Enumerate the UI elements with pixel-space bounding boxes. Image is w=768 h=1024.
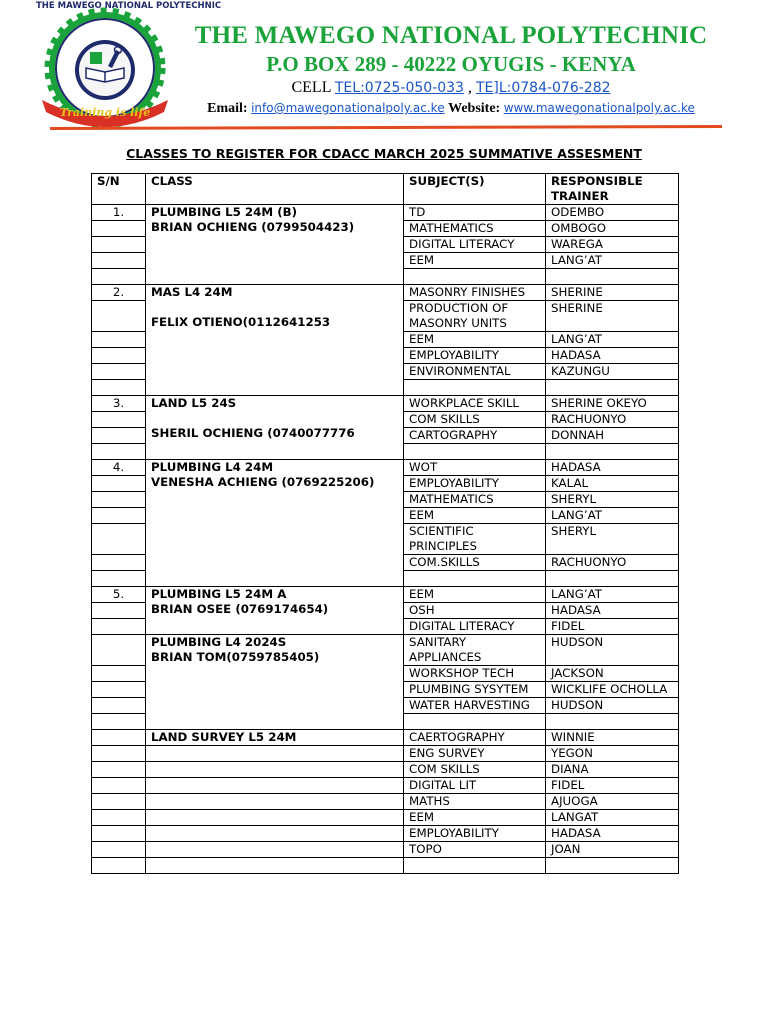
class-trainer-contact: BRIAN TOM(0759785405)	[151, 650, 320, 664]
sn-cell	[92, 810, 146, 826]
trainer-cell: LANGAT	[546, 810, 679, 826]
subject-cell: DIGITAL LITERACY	[404, 619, 546, 635]
trainer-cell: SHERYL	[546, 524, 679, 555]
table-row	[92, 746, 679, 762]
phone-line	[186, 79, 716, 97]
class-name: PLUMBING L4 2024S	[151, 635, 287, 649]
table-body	[92, 205, 679, 874]
class-cell	[146, 858, 404, 874]
class-cell	[146, 460, 404, 587]
trainer-cell: LANG’AT	[546, 508, 679, 524]
subject-cell	[404, 571, 546, 587]
class-cell	[146, 635, 404, 730]
trainer-cell: WAREGA	[546, 237, 679, 253]
class-cell	[146, 810, 404, 826]
trainer-cell: DONNAH	[546, 428, 679, 444]
sn-cell	[92, 555, 146, 571]
trainer-cell: LANG’AT	[546, 587, 679, 603]
subject-cell: MASONRY FINISHES	[404, 285, 546, 301]
subject-cell: PRODUCTION OF MASONRY UNITS	[404, 301, 546, 332]
subject-cell: WOT	[404, 460, 546, 476]
trainer-cell: FIDEL	[546, 619, 679, 635]
sn-cell	[92, 508, 146, 524]
sn-cell	[92, 364, 146, 380]
sn-cell	[92, 794, 146, 810]
trainer-cell: HUDSON	[546, 635, 679, 666]
sn-cell	[92, 571, 146, 587]
sn-cell: 3.	[92, 396, 146, 412]
trainer-cell: HUDSON	[546, 698, 679, 714]
trainer-cell: HADASA	[546, 826, 679, 842]
subject-cell: DIGITAL LITERACY	[404, 237, 546, 253]
class-cell	[146, 794, 404, 810]
subject-cell: ENVIRONMENTAL	[404, 364, 546, 380]
subject-cell: WATER HARVESTING	[404, 698, 546, 714]
contact-line	[186, 101, 716, 117]
table-row	[92, 858, 679, 874]
sn-cell	[92, 842, 146, 858]
trainer-cell: JACKSON	[546, 666, 679, 682]
subject-cell: MATHEMATICS	[404, 221, 546, 237]
subject-cell: PLUMBING SYSYTEM	[404, 682, 546, 698]
header-class: CLASS	[146, 174, 404, 205]
sn-cell	[92, 444, 146, 460]
sn-cell	[92, 619, 146, 635]
subject-cell: WORKSHOP TECH	[404, 666, 546, 682]
trainer-cell: LANG’AT	[546, 332, 679, 348]
document-heading: CLASSES TO REGISTER FOR CDACC MARCH 2025 SUMMATIVE ASSESMENT	[126, 146, 642, 161]
table-row	[92, 810, 679, 826]
table-row	[92, 587, 679, 603]
subject-cell: EMPLOYABILITY	[404, 826, 546, 842]
class-cell	[146, 396, 404, 460]
logo-motto: Training is life	[59, 106, 151, 119]
table-row	[92, 794, 679, 810]
trainer-cell: SHERINE OKEYO	[546, 396, 679, 412]
table-row	[92, 762, 679, 778]
sn-cell	[92, 746, 146, 762]
table-row	[92, 460, 679, 476]
subject-cell: EEM	[404, 587, 546, 603]
phone-link-2[interactable]: TE]L:0784-076-282	[475, 80, 611, 96]
class-cell	[146, 746, 404, 762]
class-trainer-contact: BRIAN OSEE (0769174654)	[151, 602, 329, 616]
trainer-cell	[546, 858, 679, 874]
email-link[interactable]: info@mawegonationalpoly.ac.ke	[251, 101, 445, 115]
sn-cell	[92, 221, 146, 237]
class-name: LAND SURVEY L5 24M	[151, 730, 297, 744]
subject-cell	[404, 269, 546, 285]
subject-cell	[404, 380, 546, 396]
trainer-cell: LANG’AT	[546, 253, 679, 269]
subject-cell: COM.SKILLS	[404, 555, 546, 571]
class-name: PLUMBING L5 24M (B)	[151, 205, 297, 219]
subject-cell: SANITARY APPLIANCES	[404, 635, 546, 666]
subject-cell: SCIENTIFIC PRINCIPLES	[404, 524, 546, 555]
subject-cell: EEM	[404, 508, 546, 524]
subject-cell: OSH	[404, 603, 546, 619]
sn-cell	[92, 603, 146, 619]
sn-cell	[92, 253, 146, 269]
class-cell	[146, 762, 404, 778]
subject-cell	[404, 444, 546, 460]
table-row	[92, 635, 679, 666]
sn-cell	[92, 428, 146, 444]
trainer-cell: DIANA	[546, 762, 679, 778]
subject-cell: EEM	[404, 253, 546, 269]
class-spacer	[151, 300, 398, 315]
institution-name: THE MAWEGO NATIONAL POLYTECHNIC	[194, 22, 708, 49]
class-cell	[146, 826, 404, 842]
polytechnic-logo	[36, 1, 222, 126]
sn-cell	[92, 730, 146, 746]
sn-cell	[92, 666, 146, 682]
table-row	[92, 285, 679, 301]
sn-cell	[92, 635, 146, 666]
class-cell	[146, 730, 404, 746]
subject-cell: EMPLOYABILITY	[404, 348, 546, 364]
sn-cell	[92, 380, 146, 396]
phone-separator: ,	[467, 79, 472, 96]
trainer-cell: WICKLIFE OCHOLLA	[546, 682, 679, 698]
sn-cell	[92, 682, 146, 698]
sn-cell	[92, 301, 146, 332]
trainer-cell: FIDEL	[546, 778, 679, 794]
sn-cell	[92, 524, 146, 555]
sn-cell	[92, 858, 146, 874]
website-link[interactable]: www.mawegonationalpoly.ac.ke	[503, 101, 695, 115]
subject-cell: MATHS	[404, 794, 546, 810]
trainer-cell: SHERINE	[546, 301, 679, 332]
class-trainer-contact: SHERIL OCHIENG (0740077776	[151, 426, 355, 440]
class-trainer-contact: VENESHA ACHIENG (0769225206)	[151, 475, 375, 489]
header-divider	[50, 124, 722, 130]
trainer-cell: AJUOGA	[546, 794, 679, 810]
subject-cell: EMPLOYABILITY	[404, 476, 546, 492]
subject-cell	[404, 858, 546, 874]
subject-cell: WORKPLACE SKILL	[404, 396, 546, 412]
subject-cell	[404, 714, 546, 730]
sn-cell	[92, 714, 146, 730]
sn-cell	[92, 778, 146, 794]
class-name: PLUMBING L5 24M A	[151, 587, 287, 601]
subject-cell: EEM	[404, 810, 546, 826]
class-name: MAS L4 24M	[151, 285, 233, 299]
table-header-row	[92, 174, 679, 205]
website-label: Website:	[448, 101, 501, 116]
sn-cell: 5.	[92, 587, 146, 603]
trainer-cell: SHERINE	[546, 285, 679, 301]
subject-cell: CARTOGRAPHY	[404, 428, 546, 444]
table-row	[92, 730, 679, 746]
sn-cell	[92, 698, 146, 714]
class-name: LAND L5 24S	[151, 396, 237, 410]
sn-cell	[92, 332, 146, 348]
subject-cell: TOPO	[404, 842, 546, 858]
table-row	[92, 205, 679, 221]
sn-cell: 2.	[92, 285, 146, 301]
subject-cell: COM SKILLS	[404, 412, 546, 428]
subject-cell: CAERTOGRAPHY	[404, 730, 546, 746]
phone-link-1[interactable]: TEL:0725-050-033	[334, 80, 464, 96]
class-cell	[146, 842, 404, 858]
postal-address: P.O BOX 289 - 40222 OYUGIS - KENYA	[266, 52, 636, 76]
table-row	[92, 778, 679, 794]
trainer-cell: JOAN	[546, 842, 679, 858]
cell-label: CELL	[291, 79, 331, 96]
trainer-cell: RACHUONYO	[546, 412, 679, 428]
sn-cell: 4.	[92, 460, 146, 476]
header-trainer: RESPONSIBLE TRAINER	[546, 174, 679, 205]
subject-cell: EEM	[404, 332, 546, 348]
sn-cell	[92, 412, 146, 428]
trainer-cell	[546, 444, 679, 460]
class-cell	[146, 285, 404, 396]
sn-cell	[92, 762, 146, 778]
class-cell	[146, 587, 404, 635]
class-trainer-contact: FELIX OTIENO(0112641253	[151, 315, 331, 329]
trainer-cell: RACHUONYO	[546, 555, 679, 571]
logo-arc-text: THE MAWEGO NATIONAL POLYTECHNIC	[36, 1, 222, 11]
trainer-cell: KAZUNGU	[546, 364, 679, 380]
table-row	[92, 826, 679, 842]
table-row	[92, 396, 679, 412]
class-cell	[146, 778, 404, 794]
trainer-cell	[546, 380, 679, 396]
class-name: PLUMBING L4 24M	[151, 460, 274, 474]
sn-cell	[92, 237, 146, 253]
sn-cell: 1.	[92, 205, 146, 221]
class-trainer-contact: BRIAN OCHIENG (0799504423)	[151, 220, 355, 234]
sn-cell	[92, 492, 146, 508]
subject-cell: MATHEMATICS	[404, 492, 546, 508]
class-cell	[146, 205, 404, 285]
header-sn: S/N	[92, 174, 146, 205]
table-row	[92, 842, 679, 858]
class-spacer	[151, 411, 398, 426]
trainer-cell: HADASA	[546, 460, 679, 476]
header-subjects: SUBJECT(S)	[404, 174, 546, 205]
registration-table	[91, 173, 679, 874]
subject-cell: TD	[404, 205, 546, 221]
trainer-cell: ODEMBO	[546, 205, 679, 221]
trainer-cell	[546, 714, 679, 730]
subject-cell: COM SKILLS	[404, 762, 546, 778]
sn-cell	[92, 476, 146, 492]
sn-cell	[92, 269, 146, 285]
trainer-cell: SHERYL	[546, 492, 679, 508]
sn-cell	[92, 826, 146, 842]
sn-cell	[92, 348, 146, 364]
trainer-cell	[546, 269, 679, 285]
trainer-cell	[546, 571, 679, 587]
trainer-cell: OMBOGO	[546, 221, 679, 237]
trainer-cell: HADASA	[546, 603, 679, 619]
trainer-cell: WINNIE	[546, 730, 679, 746]
email-label: Email:	[207, 101, 248, 116]
trainer-cell: KALAL	[546, 476, 679, 492]
trainer-cell: HADASA	[546, 348, 679, 364]
subject-cell: DIGITAL LIT	[404, 778, 546, 794]
subject-cell: ENG SURVEY	[404, 746, 546, 762]
trainer-cell: YEGON	[546, 746, 679, 762]
